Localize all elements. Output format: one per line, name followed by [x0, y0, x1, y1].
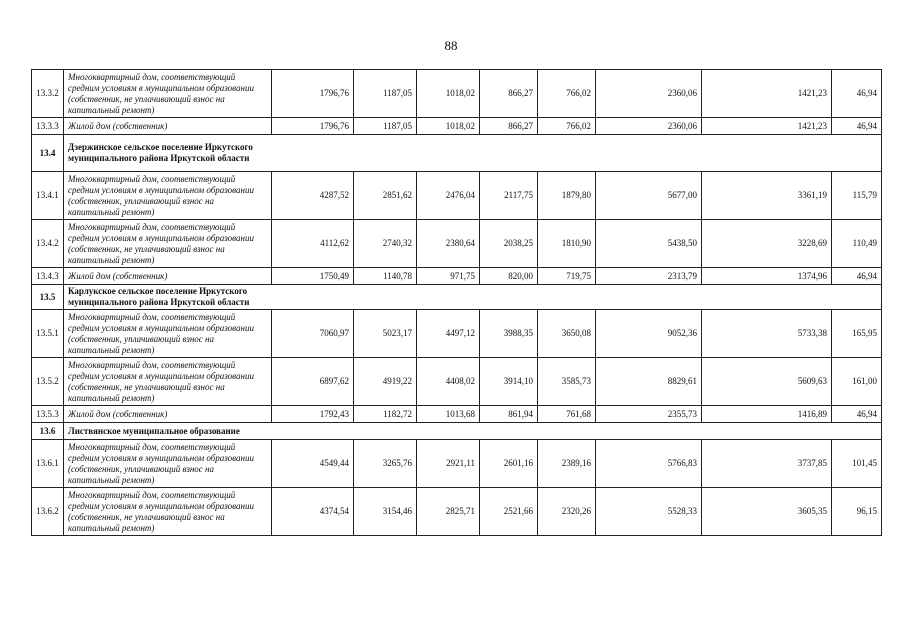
- section-title: Дзержинское сельское поселение Иркутского муниципального района Иркутской области: [64, 135, 882, 172]
- value-cell: 1421,23: [702, 70, 832, 118]
- value-cell: 3228,69: [702, 220, 832, 268]
- value-cell: 1018,02: [417, 70, 480, 118]
- value-cell: 866,27: [480, 118, 538, 135]
- value-cell: 761,68: [538, 406, 596, 423]
- value-cell: 1796,76: [272, 118, 354, 135]
- value-cell: 1182,72: [354, 406, 417, 423]
- row-description: Многоквартирный дом, соответствующий средним условиям в муниципальном образовании (собственник, не уплачивающий взнос на капитальный ремонт): [64, 358, 272, 406]
- value-cell: 3605,35: [702, 488, 832, 536]
- row-description: Многоквартирный дом, соответствующий средним условиям в муниципальном образовании (собственник, уплачивающий взнос на капитальный ремонт): [64, 172, 272, 220]
- value-cell: 766,02: [538, 118, 596, 135]
- value-cell: 2355,73: [596, 406, 702, 423]
- value-cell: 115,79: [832, 172, 882, 220]
- value-cell: 9052,36: [596, 310, 702, 358]
- value-cell: 3361,19: [702, 172, 832, 220]
- table-row: [32, 118, 882, 135]
- value-cell: 2360,06: [596, 70, 702, 118]
- row-code: 13.3.2: [32, 70, 64, 118]
- section-row: [32, 135, 882, 172]
- value-cell: 2380,64: [417, 220, 480, 268]
- value-cell: 4919,22: [354, 358, 417, 406]
- value-cell: 46,94: [832, 70, 882, 118]
- value-cell: 2601,16: [480, 440, 538, 488]
- section-code: 13.6: [32, 423, 64, 440]
- section-code: 13.5: [32, 285, 64, 310]
- table-row: [32, 440, 882, 488]
- value-cell: 1140,78: [354, 268, 417, 285]
- row-description: Многоквартирный дом, соответствующий средним условиям в муниципальном образовании (собственник, не уплачивающий взнос на капитальный ремонт): [64, 70, 272, 118]
- row-code: 13.6.1: [32, 440, 64, 488]
- value-cell: 4497,12: [417, 310, 480, 358]
- value-cell: 161,00: [832, 358, 882, 406]
- section-row: [32, 423, 882, 440]
- value-cell: 1187,05: [354, 70, 417, 118]
- value-cell: 1796,76: [272, 70, 354, 118]
- value-cell: 820,00: [480, 268, 538, 285]
- value-cell: 766,02: [538, 70, 596, 118]
- table-row: [32, 220, 882, 268]
- row-code: 13.4.1: [32, 172, 64, 220]
- table-row: [32, 358, 882, 406]
- value-cell: 46,94: [832, 118, 882, 135]
- value-cell: 971,75: [417, 268, 480, 285]
- value-cell: 1374,96: [702, 268, 832, 285]
- value-cell: 3914,10: [480, 358, 538, 406]
- value-cell: 2476,04: [417, 172, 480, 220]
- row-description: Многоквартирный дом, соответствующий средним условиям в муниципальном образовании (собственник, не уплачивающий взнос на капитальный ремонт): [64, 220, 272, 268]
- value-cell: 2740,32: [354, 220, 417, 268]
- value-cell: 4287,52: [272, 172, 354, 220]
- value-cell: 4112,62: [272, 220, 354, 268]
- tariff-table: [31, 69, 882, 536]
- value-cell: 1792,43: [272, 406, 354, 423]
- value-cell: 5677,00: [596, 172, 702, 220]
- row-description: Многоквартирный дом, соответствующий средним условиям в муниципальном образовании (собственник, не уплачивающий взнос на капитальный ремонт): [64, 488, 272, 536]
- section-title: Карлукское сельское поселение Иркутского муниципального района Иркутской области: [64, 285, 882, 310]
- value-cell: 110,49: [832, 220, 882, 268]
- value-cell: 5609,63: [702, 358, 832, 406]
- value-cell: 2360,06: [596, 118, 702, 135]
- value-cell: 3154,46: [354, 488, 417, 536]
- row-description: Жилой дом (собственник): [64, 268, 272, 285]
- value-cell: 8829,61: [596, 358, 702, 406]
- value-cell: 3265,76: [354, 440, 417, 488]
- row-description: Многоквартирный дом, соответствующий средним условиям в муниципальном образовании (собственник, уплачивающий взнос на капитальный ремонт): [64, 440, 272, 488]
- value-cell: 4374,54: [272, 488, 354, 536]
- value-cell: 5438,50: [596, 220, 702, 268]
- value-cell: 3737,85: [702, 440, 832, 488]
- value-cell: 1810,90: [538, 220, 596, 268]
- value-cell: 861,94: [480, 406, 538, 423]
- value-cell: 1879,80: [538, 172, 596, 220]
- value-cell: 1421,23: [702, 118, 832, 135]
- value-cell: 2117,75: [480, 172, 538, 220]
- value-cell: 5766,83: [596, 440, 702, 488]
- row-code: 13.4.2: [32, 220, 64, 268]
- value-cell: 2825,71: [417, 488, 480, 536]
- value-cell: 7060,97: [272, 310, 354, 358]
- value-cell: 3650,08: [538, 310, 596, 358]
- row-code: 13.6.2: [32, 488, 64, 536]
- value-cell: 165,95: [832, 310, 882, 358]
- row-code: 13.4.3: [32, 268, 64, 285]
- value-cell: 1018,02: [417, 118, 480, 135]
- value-cell: 1013,68: [417, 406, 480, 423]
- value-cell: 866,27: [480, 70, 538, 118]
- value-cell: 5528,33: [596, 488, 702, 536]
- value-cell: 1187,05: [354, 118, 417, 135]
- value-cell: 2389,16: [538, 440, 596, 488]
- value-cell: 2521,66: [480, 488, 538, 536]
- value-cell: 3585,73: [538, 358, 596, 406]
- value-cell: 46,94: [832, 268, 882, 285]
- section-row: [32, 285, 882, 310]
- table-row: [32, 488, 882, 536]
- table-row: [32, 70, 882, 118]
- row-code: 13.5.3: [32, 406, 64, 423]
- value-cell: 2320,26: [538, 488, 596, 536]
- value-cell: 2038,25: [480, 220, 538, 268]
- table-row: [32, 172, 882, 220]
- value-cell: 1416,89: [702, 406, 832, 423]
- value-cell: 101,45: [832, 440, 882, 488]
- value-cell: 5023,17: [354, 310, 417, 358]
- value-cell: 1750,49: [272, 268, 354, 285]
- value-cell: 3988,35: [480, 310, 538, 358]
- value-cell: 46,94: [832, 406, 882, 423]
- page-number: 88: [444, 38, 458, 53]
- table-row: [32, 310, 882, 358]
- value-cell: 5733,38: [702, 310, 832, 358]
- value-cell: 6897,62: [272, 358, 354, 406]
- row-description: Жилой дом (собственник): [64, 406, 272, 423]
- value-cell: 2851,62: [354, 172, 417, 220]
- table-row: [32, 268, 882, 285]
- section-code: 13.4: [32, 135, 64, 172]
- section-title: Листвянское муниципальное образование: [64, 423, 882, 440]
- value-cell: 2313,79: [596, 268, 702, 285]
- value-cell: 2921,11: [417, 440, 480, 488]
- value-cell: 96,15: [832, 488, 882, 536]
- row-code: 13.3.3: [32, 118, 64, 135]
- value-cell: 719,75: [538, 268, 596, 285]
- row-description: Жилой дом (собственник): [64, 118, 272, 135]
- row-description: Многоквартирный дом, соответствующий средним условиям в муниципальном образовании (собственник, уплачивающий взнос на капитальный ремонт): [64, 310, 272, 358]
- value-cell: 4408,02: [417, 358, 480, 406]
- row-code: 13.5.2: [32, 358, 64, 406]
- row-code: 13.5.1: [32, 310, 64, 358]
- value-cell: 4549,44: [272, 440, 354, 488]
- table-row: [32, 406, 882, 423]
